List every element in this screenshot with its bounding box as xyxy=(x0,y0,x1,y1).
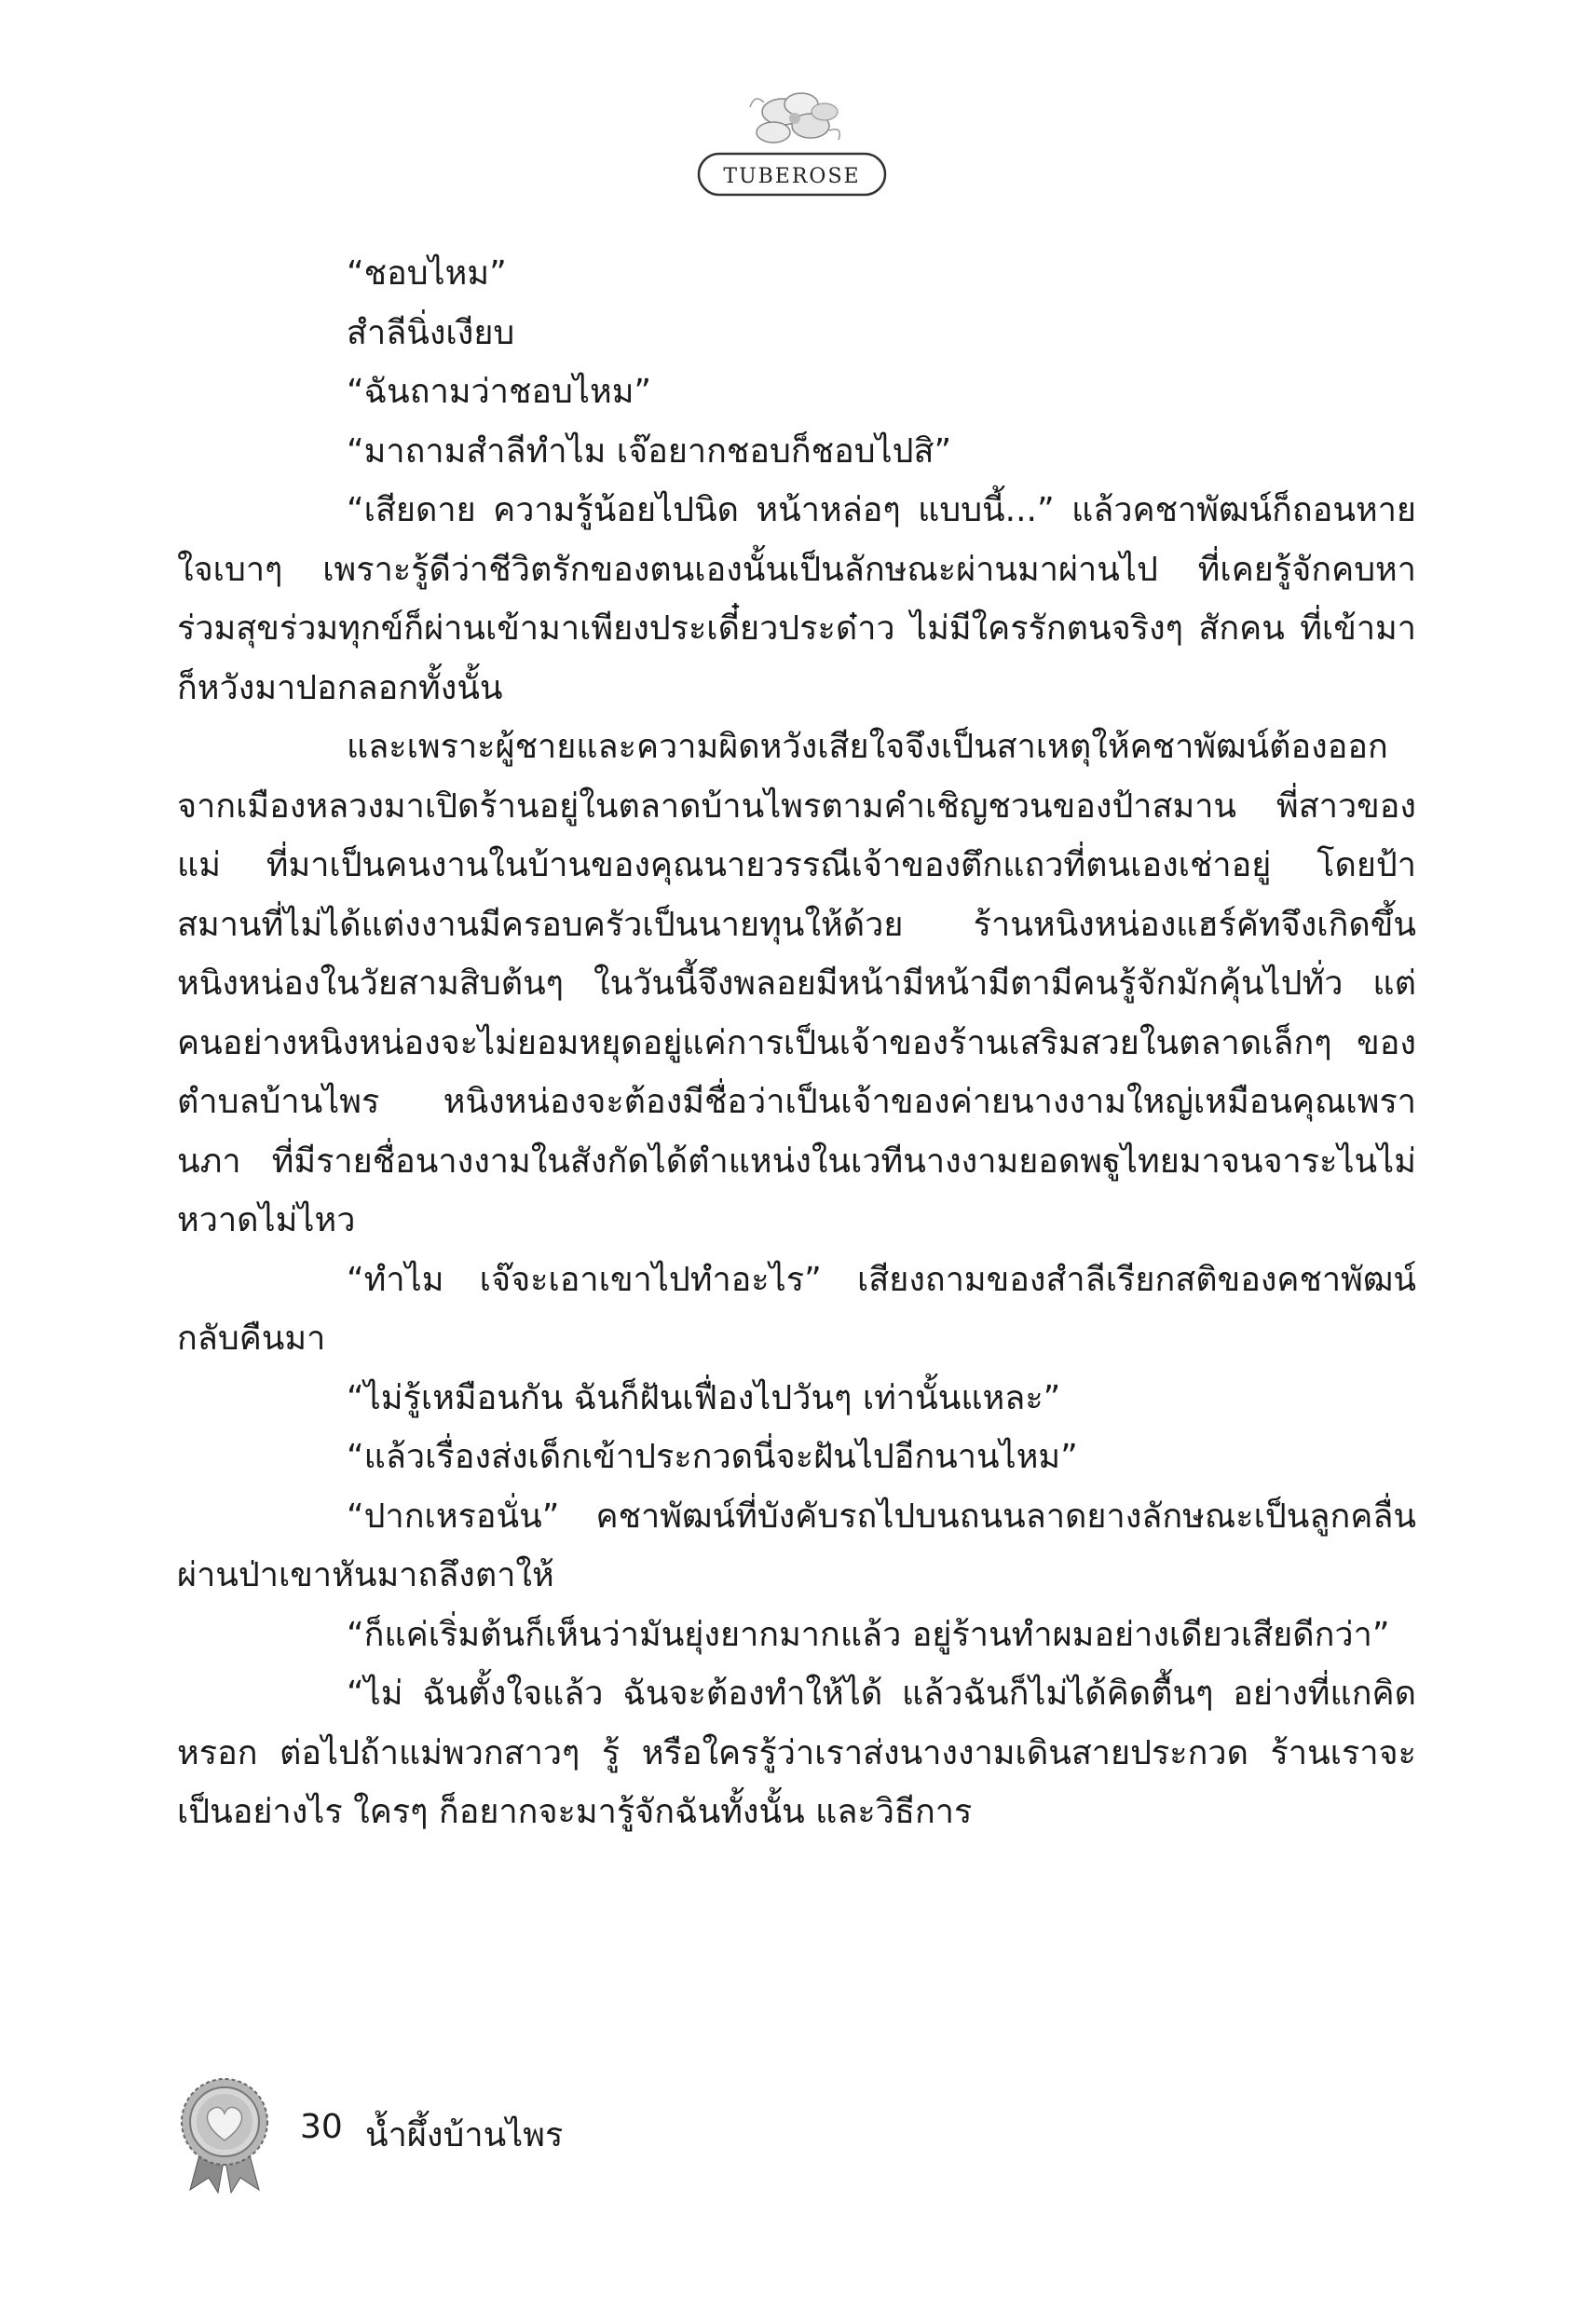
flower-icon xyxy=(750,93,839,143)
paragraph: “ชอบไหม” xyxy=(347,254,507,293)
page-number: 30 xyxy=(300,2108,343,2146)
tuberose-logo xyxy=(671,75,913,214)
paragraph: “ฉันถามว่าชอบไหม” xyxy=(347,373,652,411)
paragraph: “มาถามสำลีทำไม เจ๊อยากชอบก็ชอบไปสิ” xyxy=(347,431,952,471)
body-text xyxy=(177,244,1416,1842)
paragraph: “เสียดาย ความรู้น้อยไปนิด หน้าหล่อๆ แบบนี้...” แล้วคชาพัฒน์ก็ถอนหายใจเบาๆ เพราะรู้ดีว่าชีวิตรักของตนเองนั้นเป็นลักษณะผ่านมาผ่านไป ที่เคยรู้จักคบหาร่วมสุขร่วมทุกข์ก็ผ่านเข้ามาเพียงประเดี๋ยวประด๋าว ไม่มีใครรักตนจริงๆ สักคน ที่เข้ามาก็หวังมาปอกลอกทั้งนั้น xyxy=(177,491,1416,707)
paragraph: “ไม่ ฉันตั้งใจแล้ว ฉันจะต้องทำให้ได้ แล้วฉันก็ไม่ได้คิดตื้นๆ อย่างที่แกคิดหรอก ต่อไปถ้าแม่พวกสาวๆ รู้ หรือใครรู้ว่าเราส่งนางงามเดินสายประกวด ร้านเราจะเป็นอย่างไร ใครๆ ก็อยากจะมารู้จักฉันทั้งนั้น และวิธีการ xyxy=(177,1675,1416,1831)
paragraph: “แล้วเรื่องส่งเด็กเข้าประกวดนี่จะฝันไปอีกนานไหม” xyxy=(347,1438,1078,1476)
paragraph: และเพราะผู้ชายและความผิดหวังเสียใจจึงเป็นสาเหตุให้คชาพัฒน์ต้องออกจากเมืองหลวงมาเปิดร้านอยู่ในตลาดบ้านไพรตามคำเชิญชวนของป้าสมาน พี่สาวของแม่ ที่มาเป็นคนงานในบ้านของคุณนายวรรณีเจ้าของตึกแถวที่ตนเองเช่าอยู่ โดยป้าสมานที่ไม่ได้แต่งงานมีครอบครัวเป็นนายทุนให้ด้วย ร้านหนิงหน่องแฮร์คัทจึงเกิดขึ้น หนิงหน่องในวัยสามสิบต้นๆ ในวันนี้จึงพลอยมีหน้ามีหน้ามีตามีคนรู้จักมักคุ้นไปทั่ว แต่คนอย่างหนิงหน่องจะไม่ยอมหยุดอยู่แค่การเป็นเจ้าของร้านเสริมสวยในตลาดเล็กๆ ของตำบลบ้านไพร หนิงหน่องจะต้องมีชื่อว่าเป็นเจ้าของค่ายนางงามใหญ่เหมือนคุณเพรานภา ที่มีรายชื่อนางงามในสังกัดได้ตำแหน่งในเวทีนางงามยอดพฐูไทยมาจนจาระไนไม่หวาดไม่ไหว xyxy=(177,728,1416,1239)
paragraph: “ทำไม เจ๊จะเอาเขาไปทำอะไร” เสียงถามของสำลีเรียกสติของคชาพัฒน์กลับคืนมา xyxy=(177,1260,1416,1358)
paragraph: “ไม่รู้เหมือนกัน ฉันก็ฝันเฟื่องไปวันๆ เท่านั้นแหละ” xyxy=(347,1378,1061,1417)
paragraph: “ก็แค่เริ่มต้นก็เห็นว่ามันยุ่งยากมากแล้ว อยู่ร้านทำผมอย่างเดียวเสียดีกว่า” xyxy=(347,1615,1390,1654)
paragraph: “ปากเหรอนั่น” คชาพัฒน์ที่บังคับรถไปบนถนนลาดยางลักษณะเป็นลูกคลื่นผ่านป่าเขาหันมาถลึงตาให้ xyxy=(177,1497,1416,1594)
book-title: น้ำผึ้งบ้านไพร xyxy=(365,2116,564,2154)
paragraph: สำลีนิ่งเงียบ xyxy=(347,313,515,352)
logo-text: TUBEROSE xyxy=(723,165,861,188)
heart-medal-icon xyxy=(173,2073,276,2195)
